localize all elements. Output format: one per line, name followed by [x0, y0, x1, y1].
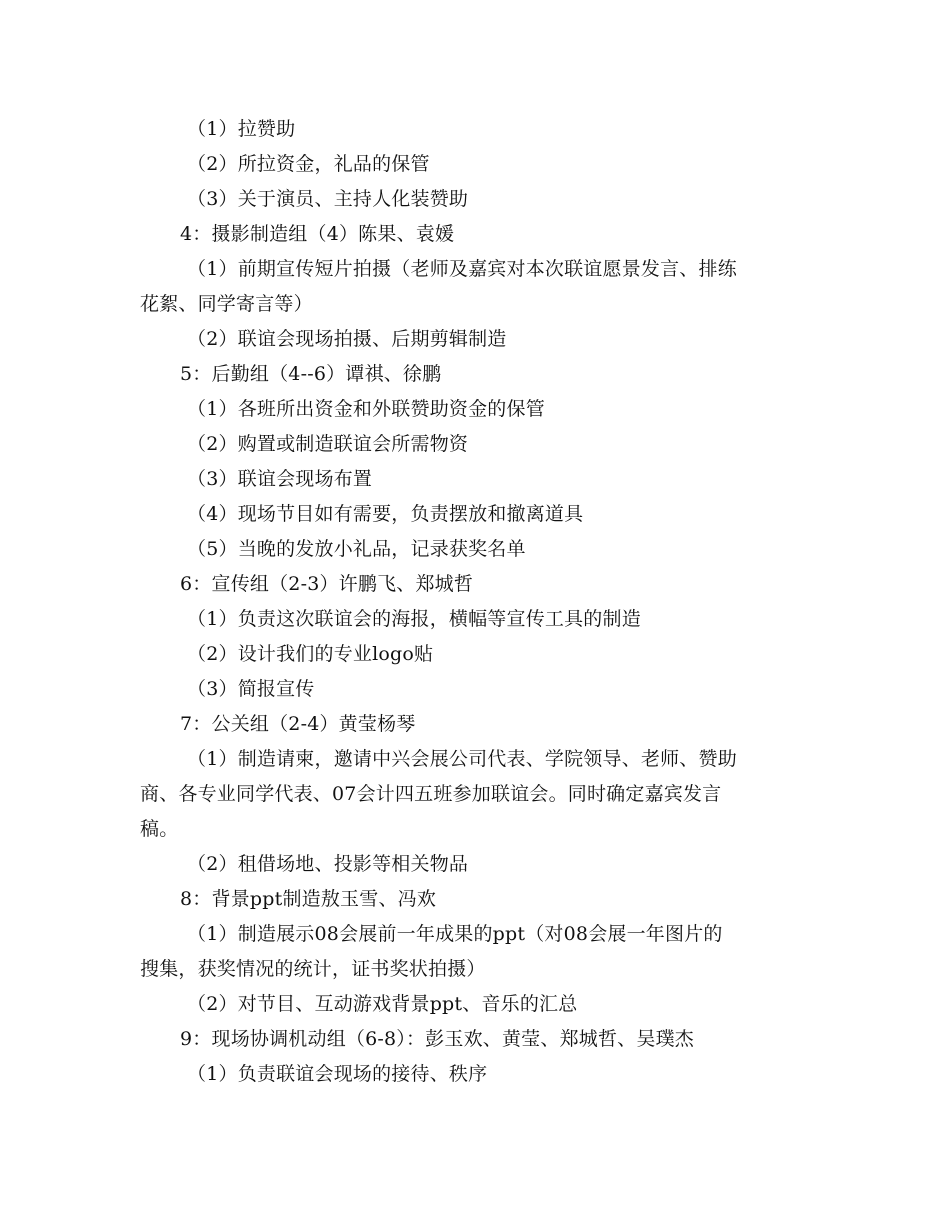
list-item: （3）联谊会现场布置 [187, 468, 373, 490]
list-item: （3）简报宣传 [187, 678, 315, 700]
list-item: （2）所拉资金，礼品的保管 [187, 153, 430, 175]
section-heading: 6：宣传组（2-3）许鹏飞、郑城哲 [180, 573, 474, 595]
list-item: （2）租借场地、投影等相关物品 [187, 853, 469, 875]
list-item: （1）前期宣传短片拍摄（老师及嘉宾对本次联谊愿景发言、排练 [187, 258, 737, 280]
section-heading: 5：后勤组（4--6）谭祺、徐鹏 [180, 363, 442, 385]
document-body [140, 112, 812, 1092]
section-heading: 4：摄影制造组（4）陈果、袁媛 [180, 223, 455, 245]
list-item: （5）当晚的发放小礼品，记录获奖名单 [187, 538, 526, 560]
list-item: （1）制造请柬，邀请中兴会展公司代表、学院领导、老师、赞助 [187, 748, 737, 770]
list-item-continuation: 搜集，获奖情况的统计，证书奖状拍摄） [140, 958, 486, 980]
section-heading: 7：公关组（2-4）黄莹杨琴 [180, 713, 416, 735]
list-item: （1）负责这次联谊会的海报，横幅等宣传工具的制造 [187, 608, 641, 630]
list-item: （1）各班所出资金和外联赞助资金的保管 [187, 398, 545, 420]
list-item-continuation: 商、各专业同学代表、07会计四五班参加联谊会。同时确定嘉宾发言 [140, 783, 722, 805]
list-item: （2）购置或制造联谊会所需物资 [187, 433, 469, 455]
list-item: （2）设计我们的专业logo贴 [187, 643, 434, 665]
section-heading: 8：背景ppt制造敖玉雪、冯欢 [180, 888, 437, 910]
list-item-continuation: 花絮、同学寄言等） [140, 293, 313, 315]
list-item: （3）关于演员、主持人化装赞助 [187, 188, 469, 210]
list-item: （4）现场节目如有需要，负责摆放和撤离道具 [187, 503, 584, 525]
list-item: （1）拉赞助 [187, 118, 296, 140]
list-item: （2）对节目、互动游戏背景ppt、音乐的汇总 [187, 993, 578, 1015]
list-item: （2）联谊会现场拍摄、后期剪辑制造 [187, 328, 507, 350]
section-heading: 9：现场协调机动组（6-8）：彭玉欢、黄莹、郑城哲、吴璞杰 [180, 1028, 694, 1050]
list-item-continuation: 稿。 [140, 818, 179, 840]
list-item: （1）制造展示08会展前一年成果的ppt（对08会展一年图片的 [187, 923, 723, 945]
list-item: （1）负责联谊会现场的接待、秩序 [187, 1063, 488, 1085]
